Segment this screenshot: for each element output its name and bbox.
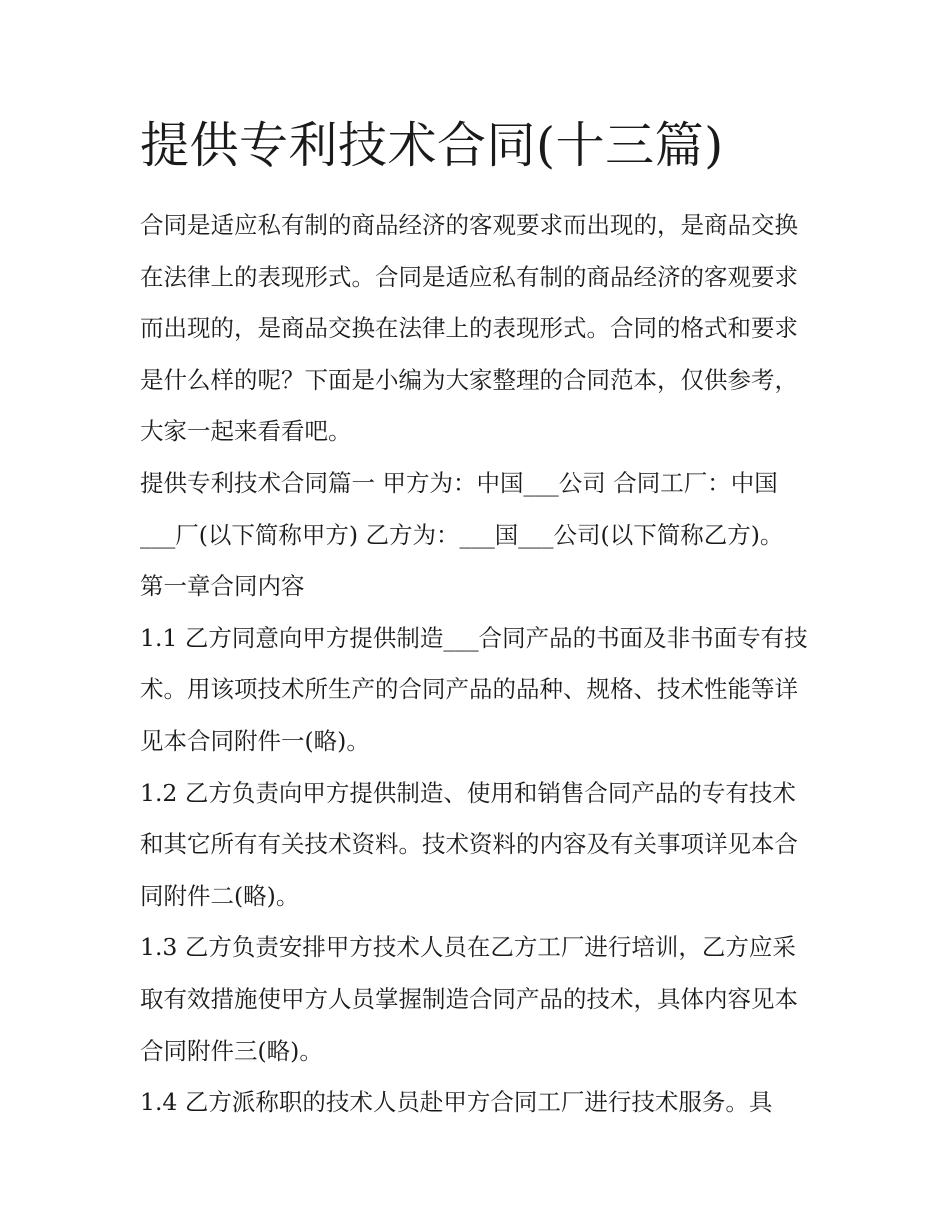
intro-paragraph: 合同是适应私有制的商品经济的客观要求而出现的，是商品交换在法律上的表现形式。合同是适应私有制的商品经济的客观要求而出现的，是商品交换在法律上的表现形式。合同的格式和要求是什么样的呢？下面是小编为大家整理的合同范本，仅供参考，大家一起来看看吧。	[140, 211, 798, 446]
document-title: 提供专利技术合同(十三篇)	[140, 117, 724, 174]
clause-1-2: 1.2 乙方负责向甲方提供制造、使用和销售合同产品的专有技术和其它所有有关技术资料。技术资料的内容及有关事项详见本合同附件二(略)。	[140, 778, 798, 910]
clause-1-3: 1.3 乙方负责安排甲方技术人员在乙方工厂进行培训，乙方应采取有效措施使甲方人员掌握制造合同产品的技术，具体内容见本合同附件三(略)。	[140, 933, 798, 1065]
clause-1-4: 1.4 乙方派称职的技术人员赴甲方合同工厂进行技术服务。具	[140, 1088, 773, 1117]
contract-parties-paragraph: 提供专利技术合同篇一 甲方为：中国___公司 合同工厂：中国___厂(以下简称甲方) 乙方为：___国___公司(以下简称乙方)。 第一章合同内容	[140, 468, 784, 601]
clause-1-1: 1.1 乙方同意向甲方提供制造___合同产品的书面及非书面专有技术。用该项技术所生产的合同产品的品种、规格、技术性能等详见本合同附件一(略)。	[140, 623, 808, 755]
document-page	[140, 108, 812, 1129]
